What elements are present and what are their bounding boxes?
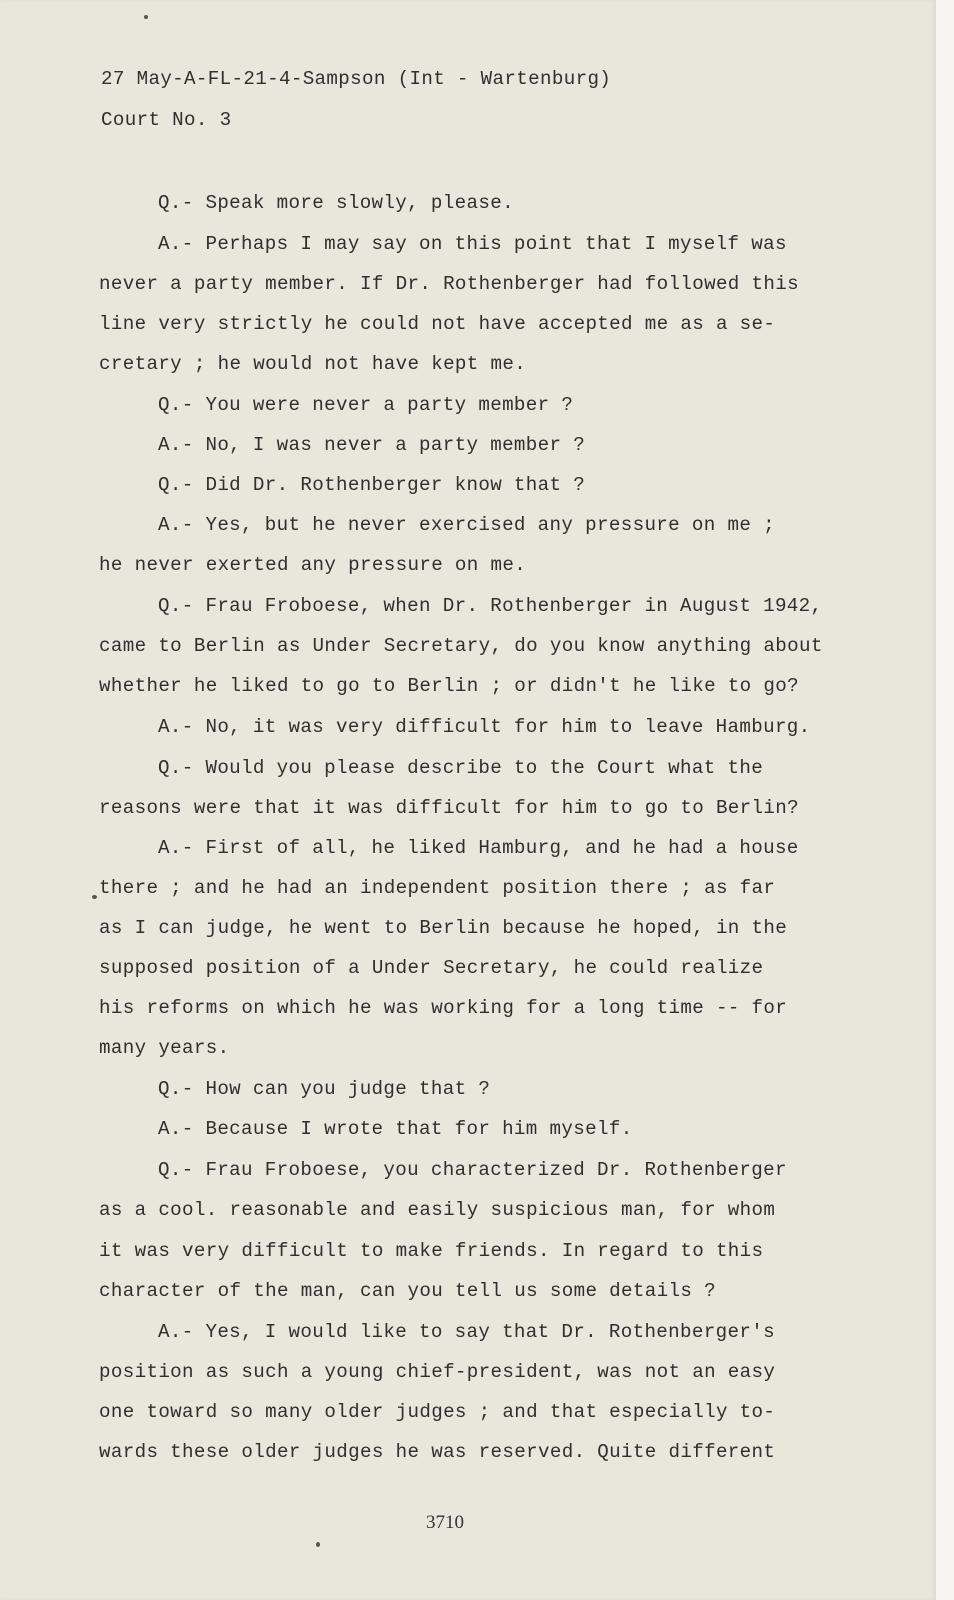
transcript-line: A.- No, it was very difficult for him to leave Hamburg. (158, 716, 811, 738)
paper-speck (316, 1542, 320, 1547)
transcript-line: Q.- How can you judge that ? (158, 1078, 491, 1100)
transcript-line: reasons were that it was difficult for him to go to Berlin? (99, 797, 799, 819)
transcript-line: as I can judge, he went to Berlin because he hoped, in the (99, 917, 788, 939)
transcript-line: Q.- Did Dr. Rothenberger know that ? (158, 474, 586, 496)
paper-speck (92, 895, 97, 899)
transcript-line: wards these older judges he was reserved. Quite different (99, 1441, 776, 1463)
transcript-line: A.- Yes, I would like to say that Dr. Rothenberger's (158, 1321, 775, 1343)
transcript-line: came to Berlin as Under Secretary, do you know anything about (99, 635, 823, 657)
transcript-line: as a cool. reasonable and easily suspicious man, for whom (99, 1199, 776, 1221)
transcript-line: whether he liked to go to Berlin ; or didn't he like to go? (99, 675, 799, 697)
transcript-line: character of the man, can you tell us some details ? (99, 1280, 716, 1302)
header-case-line: 27 May-A-FL-21-4-Sampson (Int - Wartenburg) (101, 68, 612, 90)
transcript-line: his reforms on which he was working for a long time -- for (99, 997, 788, 1019)
page-margin-edge (936, 0, 954, 1600)
transcript-line: line very strictly he could not have accepted me as a se- (99, 313, 776, 335)
paper-speck (144, 15, 148, 19)
transcript-line: there ; and he had an independent position there ; as far (99, 877, 776, 899)
page-number: 3710 (426, 1512, 464, 1533)
transcript-line: A.- Because I wrote that for him myself. (158, 1118, 633, 1140)
transcript-line: Q.- Speak more slowly, please. (158, 192, 514, 214)
transcript-line: A.- Yes, but he never exercised any pressure on me ; (158, 514, 775, 536)
transcript-line: supposed position of a Under Secretary, he could realize (99, 957, 764, 979)
transcript-line: Q.- Frau Froboese, when Dr. Rothenberger in August 1942, (158, 595, 823, 617)
transcript-line: one toward so many older judges ; and that especially to- (99, 1401, 776, 1423)
transcript-line: A.- Perhaps I may say on this point that I myself was (158, 233, 787, 255)
transcript-line: position as such a young chief-president, was not an easy (99, 1361, 776, 1383)
transcript-line: never a party member. If Dr. Rothenberger had followed this (99, 273, 799, 295)
transcript-line: cretary ; he would not have kept me. (99, 353, 527, 375)
transcript-line: it was very difficult to make friends. In regard to this (99, 1240, 764, 1262)
transcript-line: A.- No, I was never a party member ? (158, 434, 586, 456)
transcript-line: Q.- Would you please describe to the Court what the (158, 757, 764, 779)
transcript-line: many years. (99, 1037, 230, 1059)
header-court-line: Court No. 3 (101, 109, 232, 131)
transcript-line: Q.- You were never a party member ? (158, 394, 574, 416)
transcript-line: he never exerted any pressure on me. (99, 554, 527, 576)
transcript-line: A.- First of all, he liked Hamburg, and he had a house (158, 837, 799, 859)
transcript-line: Q.- Frau Froboese, you characterized Dr. Rothenberger (158, 1159, 787, 1181)
